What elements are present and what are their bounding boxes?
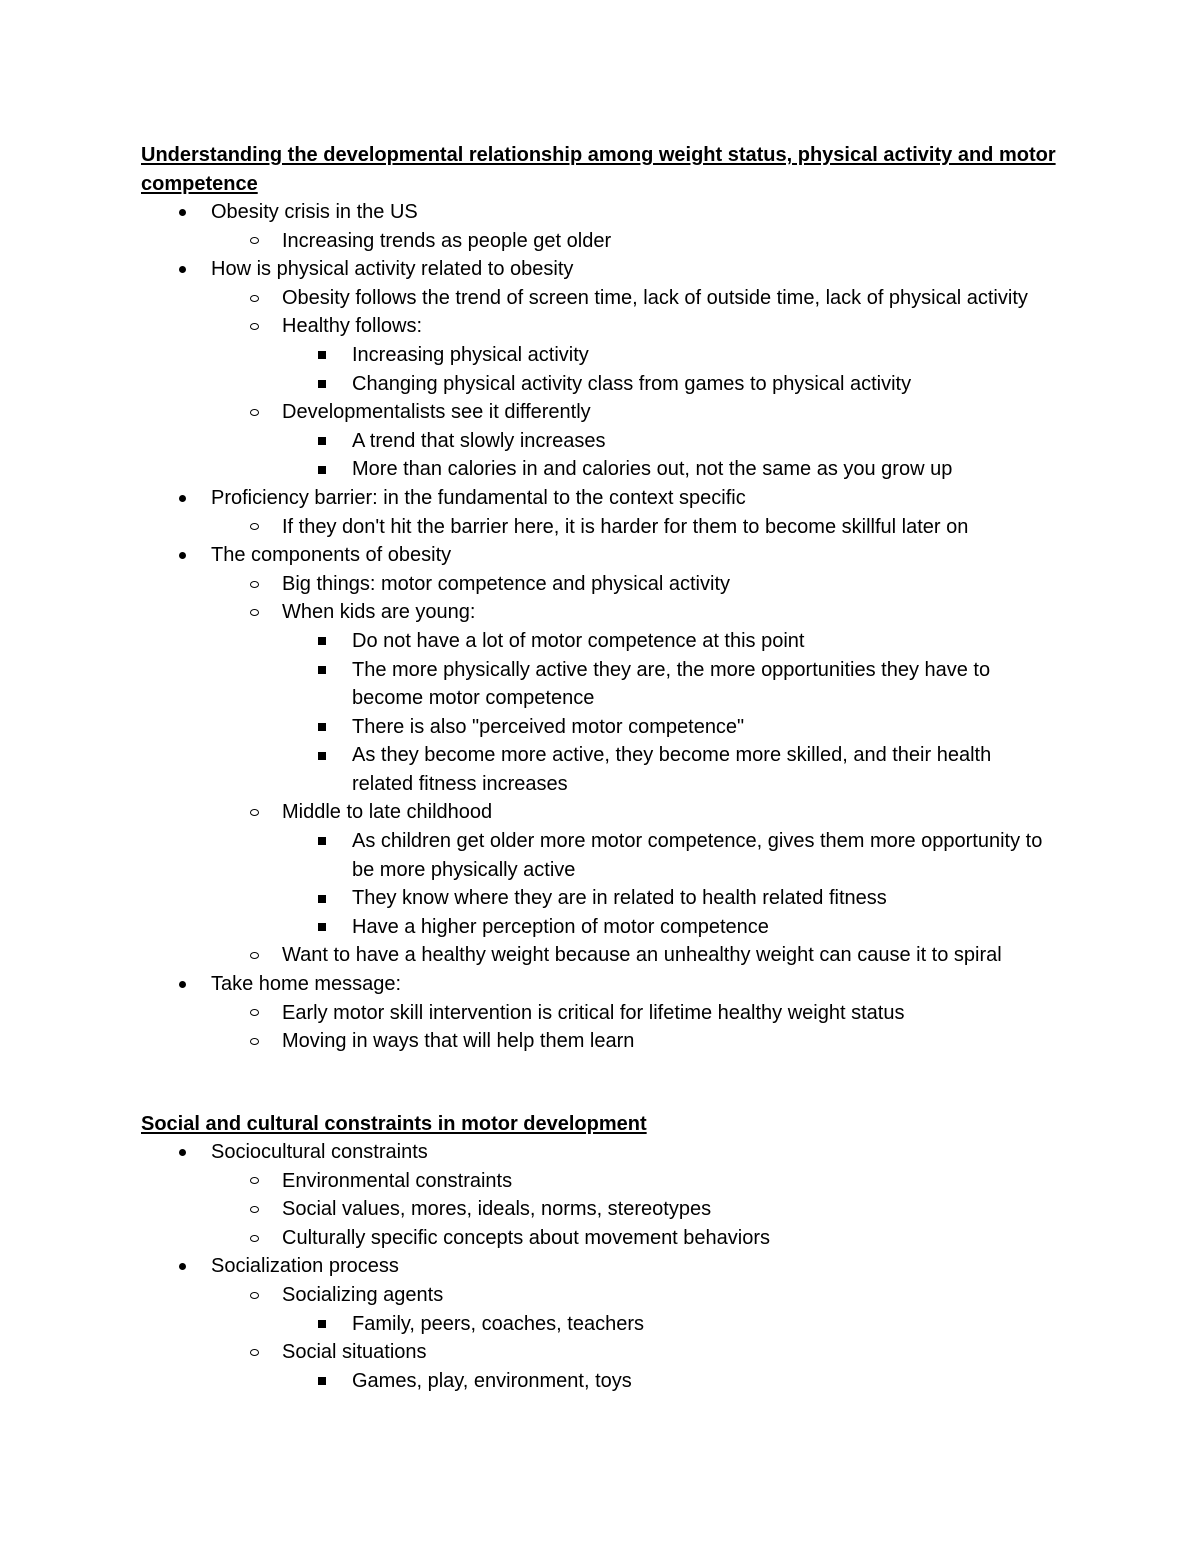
list-item [0, 1338, 1200, 1367]
list-item [0, 1367, 1200, 1396]
list-item-text: Proficiency barrier: in the fundamental to the context specific [211, 486, 746, 509]
list-item-text: Changing physical activity class from games to physical activity [352, 372, 912, 395]
hollow-circle-icon [244, 284, 264, 313]
list-item-text: They know where they are in related to health related fitness [352, 887, 887, 910]
list-item [0, 884, 1200, 913]
list-item-text: There is also "perceived motor competence" [352, 715, 745, 738]
filled-square-icon [312, 913, 332, 942]
hollow-circle-icon [244, 570, 264, 599]
filled-square-icon [312, 1367, 332, 1396]
list-item [0, 798, 1200, 827]
hollow-circle-icon [244, 1224, 264, 1253]
hollow-circle-icon [244, 398, 264, 427]
list-item [0, 570, 1200, 599]
filled-square-icon [312, 713, 332, 742]
list-item [0, 227, 1200, 256]
hollow-circle-icon [244, 1281, 264, 1310]
list-item-text: Family, peers, coaches, teachers [352, 1312, 644, 1335]
list-item-text: The more physically active they are, the more opportunities they have to become motor competence [352, 658, 991, 710]
filled-square-icon [312, 656, 332, 685]
list-item [0, 427, 1200, 456]
list-item [0, 598, 1200, 627]
list-item-text: A trend that slowly increases [352, 429, 606, 452]
bullet-list [0, 1138, 1200, 1395]
filled-square-icon [312, 341, 332, 370]
hollow-circle-icon [244, 1195, 264, 1224]
list-item-text: Increasing trends as people get older [282, 229, 612, 252]
list-item-text: Do not have a lot of motor competence at this point [352, 629, 805, 652]
list-item-text: Healthy follows: [282, 315, 423, 338]
list-item [0, 541, 1200, 570]
filled-dot-icon [172, 541, 192, 570]
list-item-text: Have a higher perception of motor competence [352, 915, 769, 938]
filled-dot-icon [172, 255, 192, 284]
list-item [0, 198, 1200, 227]
list-item-text: Culturally specific concepts about movement behaviors [282, 1226, 771, 1249]
list-item [0, 1310, 1200, 1339]
list-item-text: If they don't hit the barrier here, it is harder for them to become skillful later on [282, 515, 969, 538]
list-item [0, 455, 1200, 484]
hollow-circle-icon [244, 798, 264, 827]
list-item-text: Take home message: [211, 973, 402, 996]
list-item [0, 1224, 1200, 1253]
list-item [0, 484, 1200, 513]
list-item-text: Games, play, environment, toys [352, 1369, 632, 1392]
filled-dot-icon [172, 1252, 192, 1281]
filled-square-icon [312, 370, 332, 399]
section-heading: Social and cultural constraints in motor development [141, 1113, 647, 1135]
filled-dot-icon [172, 970, 192, 999]
list-item [0, 284, 1200, 313]
list-item-text: Environmental constraints [282, 1169, 513, 1192]
list-item-text: Early motor skill intervention is critical for lifetime healthy weight status [282, 1001, 905, 1024]
list-item [0, 713, 1200, 742]
list-item [0, 513, 1200, 542]
list-item-text: Social situations [282, 1341, 427, 1364]
list-item-text: Moving in ways that will help them learn [282, 1030, 635, 1053]
list-item [0, 827, 1200, 884]
filled-square-icon [312, 427, 332, 456]
list-item [0, 1195, 1200, 1224]
list-item-text: As they become more active, they become more skilled, and their health related fitness increases [352, 744, 992, 795]
list-item [0, 1281, 1200, 1310]
list-item [0, 312, 1200, 341]
list-item [0, 741, 1200, 798]
section-heading: Understanding the developmental relationship among weight status, physical activity and motor competence [141, 144, 1056, 195]
list-item-text: Developmentalists see it differently [282, 401, 591, 424]
filled-dot-icon [172, 484, 192, 513]
list-item-text: Big things: motor competence and physical activity [282, 572, 730, 595]
list-item-text: Want to have a healthy weight because an unhealthy weight can cause it to spiral [282, 944, 1002, 967]
list-item [0, 1252, 1200, 1281]
filled-square-icon [312, 884, 332, 913]
hollow-circle-icon [244, 312, 264, 341]
bullet-list [0, 198, 1200, 1056]
list-item [0, 341, 1200, 370]
list-item [0, 627, 1200, 656]
hollow-circle-icon [244, 513, 264, 542]
filled-square-icon [312, 827, 332, 856]
list-item [0, 370, 1200, 399]
list-item-text: As children get older more motor competence, gives them more opportunity to be more physically active [352, 830, 1043, 881]
filled-square-icon [312, 1310, 332, 1339]
filled-square-icon [312, 627, 332, 656]
hollow-circle-icon [244, 227, 264, 256]
hollow-circle-icon [244, 1338, 264, 1367]
list-item [0, 656, 1200, 713]
list-item-text: How is physical activity related to obesity [211, 258, 574, 281]
hollow-circle-icon [244, 999, 264, 1028]
list-item-text: The components of obesity [211, 544, 452, 567]
list-item-text: Obesity crisis in the US [211, 201, 418, 223]
list-item [0, 970, 1200, 999]
list-item-text: Socialization process [211, 1255, 399, 1278]
filled-square-icon [312, 741, 332, 770]
filled-dot-icon [172, 198, 192, 227]
list-item-text: Socializing agents [282, 1283, 444, 1306]
list-item-text: Increasing physical activity [352, 343, 589, 366]
filled-dot-icon [172, 1138, 192, 1167]
list-item [0, 398, 1200, 427]
list-item [0, 941, 1200, 970]
hollow-circle-icon [244, 941, 264, 970]
list-item [0, 1167, 1200, 1196]
list-item [0, 1027, 1200, 1056]
list-item-text: When kids are young: [282, 601, 476, 624]
list-item [0, 255, 1200, 284]
list-item-text: Middle to late childhood [282, 801, 493, 824]
list-item-text: Sociocultural constraints [211, 1141, 428, 1163]
list-item [0, 999, 1200, 1028]
list-item-text: Obesity follows the trend of screen time, lack of outside time, lack of physical activity [282, 286, 1028, 309]
list-item [0, 1138, 1200, 1167]
hollow-circle-icon [244, 1027, 264, 1056]
hollow-circle-icon [244, 598, 264, 627]
list-item-text: More than calories in and calories out, not the same as you grow up [352, 458, 953, 481]
filled-square-icon [312, 455, 332, 484]
list-item-text: Social values, mores, ideals, norms, stereotypes [282, 1198, 712, 1221]
hollow-circle-icon [244, 1167, 264, 1196]
list-item [0, 913, 1200, 942]
